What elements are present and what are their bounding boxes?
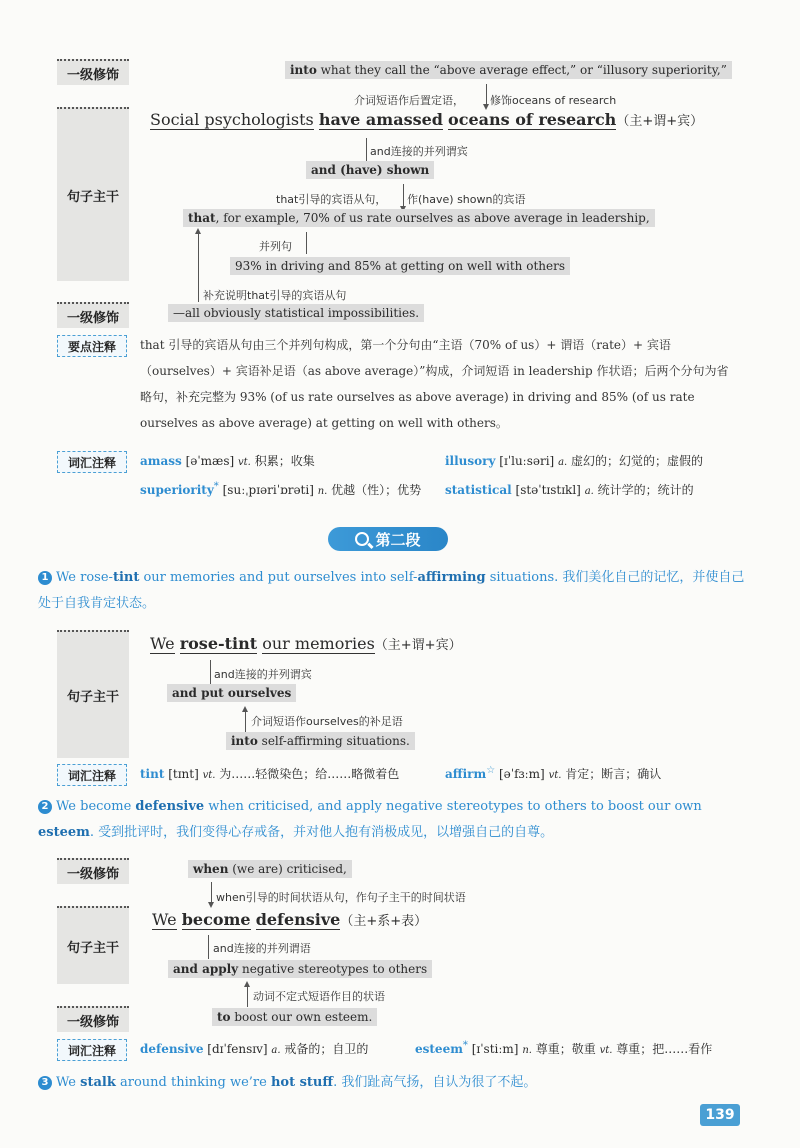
star-outline-icon: ☆ [486, 765, 496, 776]
arrow-up [245, 710, 246, 734]
label-text: 一级修饰 [66, 67, 119, 83]
driving-clause [230, 259, 570, 274]
and-put-ourselves-text: and put ourselves [167, 684, 296, 702]
definition: 优越（性）；优势 [331, 483, 422, 497]
phonetic: [əˈfɜːm] [499, 767, 545, 781]
tag-text: 词汇注释 [67, 1043, 116, 1058]
label-text: 一级修饰 [66, 310, 119, 326]
arrow-down [403, 184, 404, 208]
tag-text: 要点注释 [67, 339, 116, 354]
and-apply-text: negative stereotypes to others [238, 962, 428, 976]
keyword: affirming [417, 570, 486, 585]
number-badge: 3 [38, 1076, 52, 1090]
search-icon [355, 532, 369, 546]
object: oceans of research [448, 110, 617, 129]
sentence-part: We become [56, 799, 136, 814]
connector-line [208, 935, 209, 959]
connector-line [306, 232, 307, 254]
keyword-that: that [188, 211, 216, 225]
annotation-that-right: 作(have) shown的宾语 [407, 193, 526, 206]
label-text: 一级修饰 [66, 1014, 119, 1030]
definition: 尊重；把……看作 [616, 1042, 713, 1056]
keyword-into: into [290, 63, 317, 77]
part-of-speech: a. [271, 1045, 281, 1056]
main-sentence [150, 110, 703, 129]
part-of-speech: vt. [238, 457, 251, 468]
vocab-word: defensive [140, 1042, 204, 1056]
vocab-notes-tag [57, 1039, 127, 1061]
definition: 肯定；断言；确认 [565, 767, 662, 781]
sentence-3 [38, 1070, 750, 1096]
keyword-and-apply: and apply [173, 962, 239, 976]
keyword: hot stuff [270, 1075, 334, 1090]
sentence-part: around thinking we’re [115, 1075, 271, 1090]
that-clause-text: , for example, 70% of us rate ourselves as above average in leadership, [215, 211, 650, 225]
vocab-notes-tag [57, 451, 127, 473]
keyword-into: into [231, 734, 258, 748]
grammar-tag: （主+系+表） [340, 914, 428, 929]
keyword: esteem [38, 825, 90, 840]
vocab-entry-statistical [445, 481, 694, 498]
sentence-part: situations. 我们美化自己的记忆，并使自己处于自我肯定状态。 [38, 570, 745, 611]
star-icon: * [462, 1040, 468, 1051]
into-phrase-text: self-affirming situations. [257, 734, 410, 748]
definition: 虚幻的；幻觉的；虚假的 [571, 454, 704, 468]
vocab-word: superiority [140, 483, 214, 497]
key-notes-tag [57, 335, 127, 357]
main-clause-label [57, 906, 129, 984]
vocab-entry-esteem [415, 1040, 712, 1057]
part-of-speech: n. [522, 1045, 532, 1056]
subject: We [152, 910, 177, 929]
that-clause [183, 211, 655, 226]
annotation-supplement: 补充说明that引导的宾语从句 [203, 289, 347, 302]
driving-clause-text: 93% in driving and 85% at getting on well with others [230, 257, 570, 275]
annotation-and: and连接的并列谓宾 [214, 668, 312, 681]
predicate: rose-tint [179, 634, 258, 653]
sentence-part: when criticised, and apply negative stereotypes to others to boost our own [204, 799, 702, 814]
sentence-part: . 受到批评时，我们变得心存戒备，并对他人抱有消极成见，以增强自己的自尊。 [89, 825, 554, 840]
tag-text: 词汇注释 [67, 768, 116, 783]
vocab-entry-illusory [445, 452, 703, 469]
key-notes-text: that 引导的宾语从句由三个并列句构成，第一个分句由“主语（70% of us）+ 谓语（rate）+ 宾语（ourselves）+ 宾语补足语（as above average）”构成，介词短语 in leadership 作状语；后两个分句为省略句，补充完整为 93% (of us rate ourselves as above average) in driving and 85% (of us rate ourselves as above average) at getting on well with others。 [140, 338, 729, 430]
level1-modifier-label [57, 858, 129, 884]
section-title: 第二段 [375, 530, 421, 549]
phonetic: [dɪˈfensɪv] [207, 1042, 268, 1056]
annotation-prep: 介词短语作ourselves的补足语 [251, 715, 403, 728]
modifier-line-into [285, 63, 732, 78]
sentence-part: We rose- [56, 570, 113, 585]
definition: 统计学的；统计的 [597, 483, 694, 497]
star-icon: * [213, 481, 219, 492]
and-have-shown [306, 163, 434, 178]
number-badge: 2 [38, 800, 52, 814]
grammar-tag: （主+谓+宾） [374, 638, 462, 653]
keyword: tint [112, 570, 140, 585]
level1-modifier-label [57, 1006, 129, 1032]
grammar-tag: （主+谓+宾） [616, 114, 704, 129]
annotation-prep-left: 介词短语作后置定语， [354, 94, 464, 107]
and-apply-phrase [168, 962, 432, 977]
sentence-1 [38, 565, 750, 617]
part-of-speech: a. [558, 457, 568, 468]
vocab-word: illusory [445, 454, 496, 468]
to-phrase [212, 1010, 377, 1025]
annotation-when: when引导的时间状语从句，作句子主干的时间状语 [216, 891, 466, 904]
page-number [700, 1104, 740, 1126]
vocab-entry-affirm [445, 765, 661, 782]
vocab-entry-defensive [140, 1040, 368, 1057]
vocab-word: tint [140, 767, 165, 781]
subject: Social psychologists [150, 110, 314, 129]
object: our memories [262, 634, 375, 653]
phonetic: [suːˌpɪəriˈɒrəti] [222, 483, 314, 497]
phonetic: [ɪˈluːsəri] [499, 454, 555, 468]
vocab-word: affirm [445, 767, 487, 781]
when-clause-text: (we are) criticised, [228, 862, 347, 876]
vocab-notes-tag [57, 764, 127, 786]
when-clause [188, 862, 352, 877]
main-sentence-3 [152, 910, 427, 929]
keyword: stalk [80, 1075, 116, 1090]
vocab-word: statistical [445, 483, 512, 497]
part-of-speech: n. [317, 486, 328, 497]
definition: 为……轻微染色；给……略微着色 [219, 767, 400, 781]
section-heading [328, 527, 448, 551]
level1-modifier-label [57, 59, 129, 85]
connector-line [366, 138, 367, 162]
part-of-speech: vt. [548, 770, 562, 781]
sentence-2 [38, 794, 750, 846]
annotation-and: and连接的并列谓宾 [370, 145, 468, 158]
connector-line [210, 660, 211, 684]
keyword: defensive [135, 799, 205, 814]
annotation-parallel: 并列句 [259, 240, 292, 253]
number-badge: 1 [38, 571, 52, 585]
keyword-when: when [193, 862, 229, 876]
sentence-part: . 我们趾高气扬，自认为很了不起。 [333, 1075, 537, 1090]
part-of-speech: vt. [599, 1045, 613, 1056]
to-phrase-text: boost our own esteem. [230, 1010, 373, 1024]
annotation-and: and连接的并列谓语 [213, 942, 311, 955]
and-have-shown-text: and (have) shown [306, 161, 434, 179]
phonetic: [ɪˈstiːm] [471, 1042, 519, 1056]
impossibilities-phrase [168, 306, 424, 321]
label-text: 句子主干 [66, 689, 119, 705]
tag-text: 词汇注释 [67, 455, 116, 470]
phonetic: [tɪnt] [168, 767, 199, 781]
annotation-infinitive: 动词不定式短语作目的状语 [253, 990, 385, 1003]
arrow-down [211, 882, 212, 904]
definition: 积累；收集 [254, 454, 315, 468]
main-clause-label [57, 107, 129, 281]
phonetic: [stəˈtɪstɪkl] [515, 483, 581, 497]
vocab-entry-tint [140, 765, 399, 782]
level1-modifier-label [57, 302, 129, 328]
phonetic: [əˈmæs] [185, 454, 235, 468]
into-phrase-text: what they call the “above average effect,” or “illusory superiority,” [316, 63, 727, 77]
subject: We [150, 634, 175, 653]
label-text: 句子主干 [66, 189, 119, 205]
vocab-entry-amass [140, 452, 315, 469]
part-of-speech: vt. [202, 770, 216, 781]
annotation-that-left: that引导的宾语从句， [276, 193, 387, 206]
vocab-word: amass [140, 454, 182, 468]
vocab-word: esteem [415, 1042, 463, 1056]
vocab-entry-superiority [140, 481, 421, 498]
linking-verb: become [181, 910, 251, 929]
impossibilities-text: —all obviously statistical impossibilities. [168, 304, 424, 322]
definition: 戒备的；自卫的 [284, 1042, 369, 1056]
predicative: defensive [255, 910, 341, 929]
main-clause-label [57, 630, 129, 758]
keyword-to: to [217, 1010, 231, 1024]
definition: 尊重；敬重 [535, 1042, 596, 1056]
arrow-up [247, 985, 248, 1007]
and-put-ourselves [167, 686, 296, 701]
main-sentence-2 [150, 634, 462, 653]
arrow-up [198, 232, 199, 302]
arrow-down [486, 84, 487, 106]
label-text: 一级修饰 [66, 866, 119, 882]
sentence-part: We [56, 1075, 81, 1090]
sentence-part: our memories and put ourselves into self- [139, 570, 418, 585]
predicate: have amassed [318, 110, 443, 129]
into-phrase [226, 734, 415, 749]
annotation-prep-right: 修饰oceans of research [490, 94, 617, 107]
page-number-text: 139 [705, 1107, 735, 1123]
label-text: 句子主干 [66, 940, 119, 956]
part-of-speech: a. [584, 486, 594, 497]
